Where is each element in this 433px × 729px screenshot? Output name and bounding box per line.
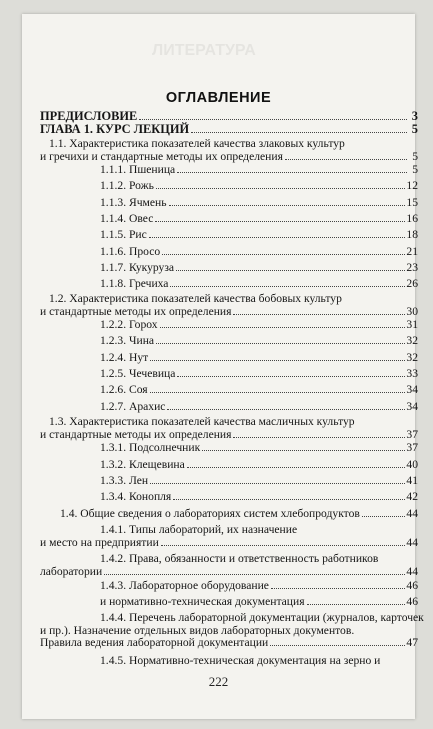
toc-entry[interactable] (22, 197, 418, 210)
toc-entry-label-cont: лаборатории (40, 564, 103, 578)
toc-entry-page: 5 (412, 163, 418, 176)
toc-entry-page: 37 (406, 441, 418, 454)
leader-dots (156, 343, 405, 344)
toc-entry-page: 46 (406, 579, 418, 592)
toc-entry-page: 21 (406, 245, 418, 258)
toc-entry-page: 16 (406, 212, 418, 225)
toc-entry[interactable] (22, 352, 418, 365)
leader-dots (176, 270, 405, 271)
toc-entry-label: 1.2.6. Соя (100, 383, 148, 396)
toc-entry-label: 1.1. Характеристика показателей качества злаковых культур (49, 137, 345, 150)
toc-entry-label: 1.2.2. Горох (100, 318, 158, 331)
toc-entry-page: 5 (412, 149, 418, 163)
toc-entry-page: 23 (406, 261, 418, 274)
toc-entry-label-cont: Правила ведения лабораторной документации (40, 636, 269, 649)
toc-entry-label: 1.4.4. Перечень лабораторной документации (журналов, карточек (100, 611, 424, 624)
toc-entry-page: 40 (406, 458, 418, 471)
toc-entry-label: 1.3.2. Клещевина (100, 458, 185, 471)
leader-dots (233, 314, 405, 315)
toc-entry-label-cont: и стандартные методы их определения (40, 304, 232, 318)
toc-entry-page: 46 (406, 595, 418, 608)
toc-entry[interactable] (22, 368, 418, 381)
toc-entry-page: 44 (406, 564, 418, 578)
toc-entry-label: 1.2. Характеристика показателей качества бобовых культур (49, 292, 342, 305)
toc-entry-label: 1.4.3. Лабораторное оборудование (100, 579, 269, 592)
toc-entry[interactable] (22, 262, 418, 275)
toc-entry-label-cont: и стандартные методы их определения (40, 427, 232, 441)
toc-entry-label: 1.1.2. Рожь (100, 179, 154, 192)
toc-entry-page: 3 (411, 109, 418, 123)
leader-dots (362, 516, 406, 517)
leader-dots (155, 221, 405, 222)
leader-dots (271, 588, 405, 589)
leader-dots (167, 409, 405, 410)
toc-entry-label: 1.1.6. Просо (100, 245, 161, 258)
leader-dots (170, 286, 405, 287)
toc-entry-label: 1.2.7. Арахис (100, 400, 166, 413)
toc-entry-label: 1.4.5. Нормативно-техническая документация на зерно и (100, 654, 381, 667)
toc-entry-label: 1.1.5. Рис (100, 228, 147, 241)
toc-entry-label: 1.2.4. Нут (100, 351, 149, 364)
toc-entry-label: 1.1.4. Овес (100, 212, 154, 225)
toc-entry-page: 15 (406, 196, 418, 209)
toc-entry-label: ПРЕДИСЛОВИЕ (40, 109, 138, 123)
toc-entry[interactable] (22, 180, 418, 193)
leader-dots (150, 483, 405, 484)
toc-entry[interactable] (22, 138, 418, 163)
toc-entry[interactable] (22, 213, 418, 226)
leader-dots (307, 604, 406, 605)
leader-dots (285, 159, 407, 160)
leader-dots (150, 392, 406, 393)
toc-entry[interactable] (22, 459, 418, 472)
toc-entry-page: 31 (406, 318, 418, 331)
toc-entry-label-cont: и гречихи и стандартные методы их определения (40, 149, 283, 163)
toc-entry-page: 37 (406, 427, 418, 441)
toc-entry[interactable] (22, 442, 418, 455)
toc-entry-label: 1.1.8. Гречиха (100, 277, 169, 290)
leader-dots (161, 545, 406, 546)
leader-dots (162, 254, 405, 255)
toc-entry-label: 1.3. Характеристика показателей качества масличных культур (49, 415, 355, 428)
toc-entry[interactable] (22, 580, 418, 593)
leader-dots (233, 437, 405, 438)
toc-entry-page: 47 (406, 636, 418, 649)
toc-entry-page: 30 (406, 304, 418, 318)
toc-entry-page: 32 (406, 334, 418, 347)
leader-dots (202, 450, 405, 451)
toc-entry-label: 1.2.3. Чина (100, 334, 155, 347)
leader-dots (169, 205, 406, 206)
toc-entry[interactable] (22, 596, 418, 609)
toc-entry[interactable] (22, 335, 418, 348)
toc-entry[interactable] (22, 123, 418, 136)
toc-entry-label-cont: и место на предприятии (40, 535, 159, 549)
toc-entry[interactable] (22, 475, 418, 488)
leader-dots (139, 119, 407, 120)
toc-entry-label: и нормативно-техническая документация (100, 595, 305, 608)
toc-entry-label: 1.3.4. Конопля (100, 490, 172, 503)
toc-entry[interactable] (22, 246, 418, 259)
book-page (22, 14, 424, 719)
leader-dots (270, 645, 405, 646)
toc-entry-label: ГЛАВА 1. КУРС ЛЕКЦИЙ (40, 122, 190, 136)
toc-entry-label: 1.4. Общие сведения о лабораториях систем хлебопродуктов (60, 507, 360, 520)
leader-dots (177, 376, 405, 377)
toc-entry-page: 32 (406, 351, 418, 364)
toc-entry-label: 1.2.5. Чечевица (100, 367, 176, 380)
toc-entry-label: 1.3.3. Лен (100, 474, 149, 487)
leader-dots (191, 132, 407, 133)
leader-dots (156, 188, 405, 189)
leader-dots (187, 467, 406, 468)
toc-entry-label: 1.1.7. Кукуруза (100, 261, 175, 274)
toc-entry-page: 12 (406, 179, 418, 192)
toc-entry[interactable] (22, 278, 418, 291)
toc-entry[interactable] (22, 524, 418, 549)
page-number: 222 (208, 674, 229, 689)
toc-entry-page: 26 (406, 277, 418, 290)
leader-dots (160, 327, 406, 328)
toc-entry-page: 34 (406, 383, 418, 396)
toc-entry[interactable] (22, 611, 424, 650)
toc-entry[interactable] (22, 293, 418, 318)
toc-entry[interactable] (22, 655, 418, 668)
toc-entry-page: 44 (406, 507, 418, 520)
toc-entry[interactable] (22, 508, 418, 521)
toc-entry-page: 42 (406, 490, 418, 503)
toc-entry-page: 41 (406, 474, 418, 487)
toc-entry[interactable] (22, 384, 418, 397)
toc-entry-label: 1.1.1. Пшеница (100, 163, 176, 176)
toc-entry[interactable] (22, 164, 418, 177)
toc-entry[interactable] (22, 553, 418, 578)
leader-dots (149, 237, 406, 238)
leader-dots (177, 172, 407, 173)
toc-entry-label: 1.4.1. Типы лабораторий, их назначение (100, 523, 298, 536)
toc-entry[interactable] (22, 416, 418, 441)
leader-dots (173, 499, 405, 500)
bleed-through-text: ЛИТЕРАТУРА (152, 42, 256, 59)
toc-entry[interactable] (22, 491, 418, 504)
toc-entry-label: 1.4.2. Права, обязанности и ответственность работников (100, 552, 379, 565)
toc-entry-label: 1.1.3. Ячмень (100, 196, 167, 209)
leader-dots (104, 574, 405, 575)
toc-entry-label-cont: и пр.). Назначение отдельных видов лабораторных документов. (40, 623, 355, 637)
toc-entry[interactable] (22, 401, 418, 414)
toc-entry-page: 33 (406, 367, 418, 380)
page-title: ОГЛАВЛЕНИЕ (165, 90, 272, 106)
toc-entry-page: 18 (406, 228, 418, 241)
toc-entry[interactable] (22, 229, 418, 242)
toc-entry-page: 34 (406, 400, 418, 413)
toc-entry[interactable] (22, 319, 418, 332)
toc-entry-label: 1.3.1. Подсолнечник (100, 441, 201, 454)
toc-entry-page: 5 (411, 122, 418, 136)
toc-entry-page: 44 (406, 535, 418, 549)
leader-dots (150, 360, 405, 361)
